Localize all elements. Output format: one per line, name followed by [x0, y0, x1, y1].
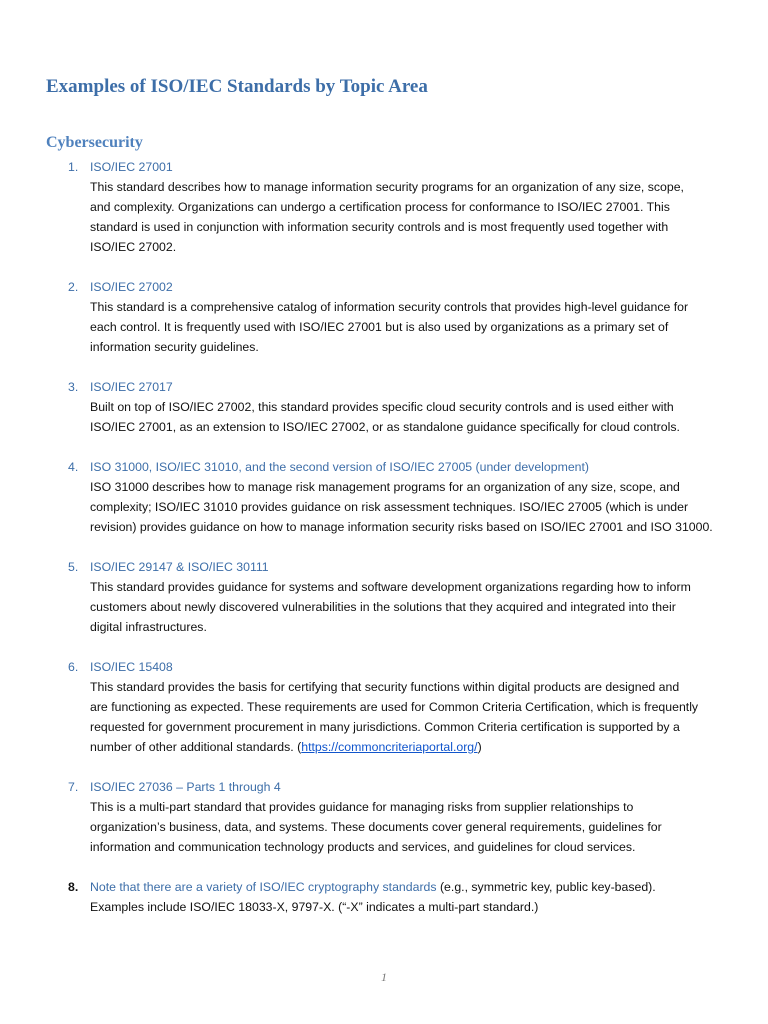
list-item-number: 8.: [68, 880, 79, 894]
list-item-title: ISO 31000, ISO/IEC 31010, and the second version of ISO/IEC 27005 (under development): [90, 460, 590, 474]
list-item-title: ISO/IEC 27002: [90, 280, 173, 294]
page-title: Examples of ISO/IEC Standards by Topic Area: [46, 76, 428, 97]
list-item-number: 1.: [68, 160, 79, 174]
description-line-with-link: [90, 737, 730, 757]
description-line: digital infrastructures.: [90, 620, 207, 634]
list-item-number: 6.: [68, 660, 79, 674]
description-line: requested for government procurement in many jurisdictions. Common Criteria certification is supported by a: [90, 720, 680, 734]
list-item-title: ISO/IEC 27017: [90, 380, 173, 394]
list-item-title: ISO/IEC 27001: [90, 160, 173, 174]
cryptography-note-text: Note that there are a variety of ISO/IEC cryptography standards: [90, 880, 437, 894]
section-heading-cybersecurity: Cybersecurity: [46, 134, 143, 151]
description-line: This standard provides guidance for systems and software development organizations regarding how to inform: [90, 580, 691, 594]
list-item-description: [90, 397, 730, 437]
description-line: ISO/IEC 27001, as an extension to ISO/IEC 27002, or as standalone guidance specifically for cloud controls.: [90, 420, 680, 434]
description-line: organization’s business, data, and systems. These documents cover general requirements, guidelines for: [90, 820, 662, 834]
description-line: Examples include ISO/IEC 18033-X, 9797-X. (“-X” indicates a multi-part standard.): [90, 900, 539, 914]
list-item-description: [90, 897, 730, 917]
list-item-description: [90, 477, 730, 537]
description-line: This standard provides the basis for certifying that security functions within digital products are designed and: [90, 680, 680, 694]
description-line: revision) provides guidance on how to manage information security risks based on ISO/IEC 27001 and ISO 31000.: [90, 520, 713, 534]
description-line: and complexity. Organizations can undergo a certification process for conformance to ISO/IEC 27001. This: [90, 200, 670, 214]
list-item-number: 5.: [68, 560, 79, 574]
cryptography-note-examples: (e.g., symmetric key, public key-based).: [436, 880, 656, 894]
description-line: standard is used in conjunction with information security controls and is most frequently used together with: [90, 220, 669, 234]
description-line: information and communication technology products and services, and guidelines for cloud services.: [90, 840, 636, 854]
list-item-description: [90, 577, 730, 637]
list-item-title: ISO/IEC 15408: [90, 660, 173, 674]
list-item-title: [90, 877, 656, 897]
description-line: This standard is a comprehensive catalog of information security controls that provides high-level guidance for: [90, 300, 689, 314]
list-item-number: 7.: [68, 780, 79, 794]
list-item-title: ISO/IEC 27036 – Parts 1 through 4: [90, 780, 281, 794]
description-line: ISO 31000 describes how to manage risk management programs for an organization of any size, scope, and: [90, 480, 680, 494]
description-line: complexity; ISO/IEC 31010 provides guidance on risk assessment techniques. ISO/IEC 27005 (which is under: [90, 500, 689, 514]
page-number: 1: [381, 970, 387, 984]
list-item-description: [90, 797, 730, 857]
description-line: ISO/IEC 27002.: [90, 240, 177, 254]
description-line: each control. It is frequently used with ISO/IEC 27001 but is also used by organizations as a primary set of: [90, 320, 669, 334]
list-item-number: 3.: [68, 380, 79, 394]
description-line: information security guidelines.: [90, 340, 259, 354]
description-line: are functioning as expected. These requirements are used for Common Criteria Certification, which is frequently: [90, 700, 699, 714]
list-item-title: ISO/IEC 29147 & ISO/IEC 30111: [90, 560, 269, 574]
list-item-description: [90, 297, 730, 357]
description-line: Built on top of ISO/IEC 27002, this standard provides specific cloud security controls and is used either with: [90, 400, 674, 414]
description-line: customers about newly discovered vulnerabilities in the solutions that they acquired and integrated into their: [90, 600, 676, 614]
description-line: This standard describes how to manage information security programs for an organization of any size, scope,: [90, 180, 684, 194]
list-item-number: 2.: [68, 280, 79, 294]
list-item-description: [90, 677, 730, 757]
commoncriteriaportal-link[interactable]: https://commoncriteriaportal.org/: [301, 740, 478, 754]
list-item-number: 4.: [68, 460, 79, 474]
link-prefix-text: number of other additional standards. (: [90, 740, 302, 754]
link-suffix-text: ): [477, 740, 482, 754]
description-line: This is a multi-part standard that provides guidance for managing risks from supplier relationships to: [90, 800, 634, 814]
list-item-description: [90, 177, 730, 257]
